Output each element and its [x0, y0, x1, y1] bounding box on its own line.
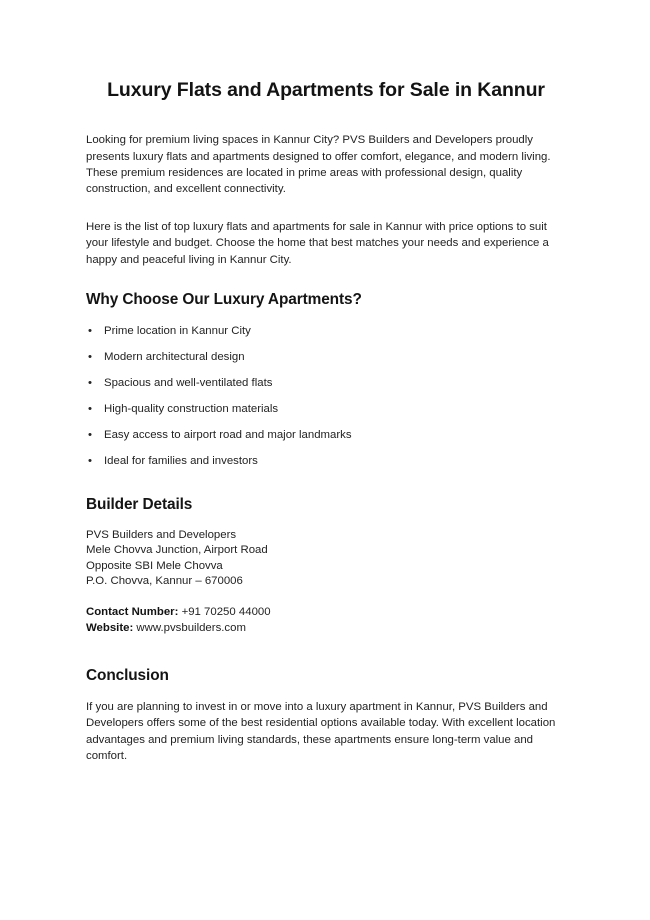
address-line: Mele Chovva Junction, Airport Road [86, 544, 268, 557]
list-item-label: Prime location in Kannur City [104, 324, 251, 337]
features-section-heading: Why Choose Our Luxury Apartments? [86, 290, 362, 308]
list-item-label: Spacious and well-ventilated flats [104, 376, 273, 389]
listing-intro-paragraph: Here is the list of top luxury flats and apartments for sale in Kannur with price options to suit your lifestyle and budget. Choose the home that best matches your needs and experience a happy and peaceful living in Kannur City. [86, 221, 549, 266]
address-line: PVS Builders and Developers [86, 528, 237, 541]
list-item-label: Modern architectural design [104, 350, 245, 363]
bullet-icon: • [88, 350, 92, 363]
bullet-icon: • [88, 428, 92, 441]
list-item [86, 453, 566, 469]
page-title: Luxury Flats and Apartments for Sale in Kannur [107, 79, 545, 101]
website-label: Website: [86, 621, 134, 634]
conclusion-section-heading: Conclusion [86, 667, 169, 685]
contact-number-value: +91 70250 44000 [178, 606, 271, 619]
website-value[interactable]: www.pvsbuilders.com [133, 621, 246, 634]
list-item-label: Easy access to airport road and major landmarks [104, 428, 352, 441]
address-line: Opposite SBI Mele Chovva [86, 559, 223, 572]
website-line [86, 621, 566, 636]
contact-number-line [86, 605, 566, 620]
builder-address [86, 528, 566, 590]
list-item [86, 349, 566, 365]
address-line: P.O. Chovva, Kannur – 670006 [86, 575, 243, 588]
intro-paragraph: Looking for premium living spaces in Kannur City? PVS Builders and Developers proudly presents luxury flats and apartments designed to offer comfort, elegance, and modern living. These premium residences are located in prime areas with professional design, quality construction, and excellent connectivity. [86, 134, 551, 195]
conclusion-paragraph: If you are planning to invest in or move into a luxury apartment in Kannur, PVS Builders and Developers offers some of the best residential options available today. With excellent location advantages and premium living standards, these apartments ensure long-term value and comfort. [86, 701, 556, 762]
builder-contact [86, 605, 566, 636]
list-item [86, 427, 566, 443]
contact-number-label: Contact Number: [86, 606, 179, 619]
bullet-icon: • [88, 402, 92, 415]
builder-section-heading: Builder Details [86, 495, 193, 513]
features-list [86, 323, 566, 469]
list-item [86, 375, 566, 391]
bullet-icon: • [88, 454, 92, 467]
bullet-icon: • [88, 376, 92, 389]
list-item-label: High-quality construction materials [104, 402, 279, 415]
document-content [86, 78, 566, 764]
list-item [86, 401, 566, 417]
bullet-icon: • [88, 324, 92, 337]
list-item-label: Ideal for families and investors [104, 454, 258, 467]
list-item [86, 323, 566, 339]
